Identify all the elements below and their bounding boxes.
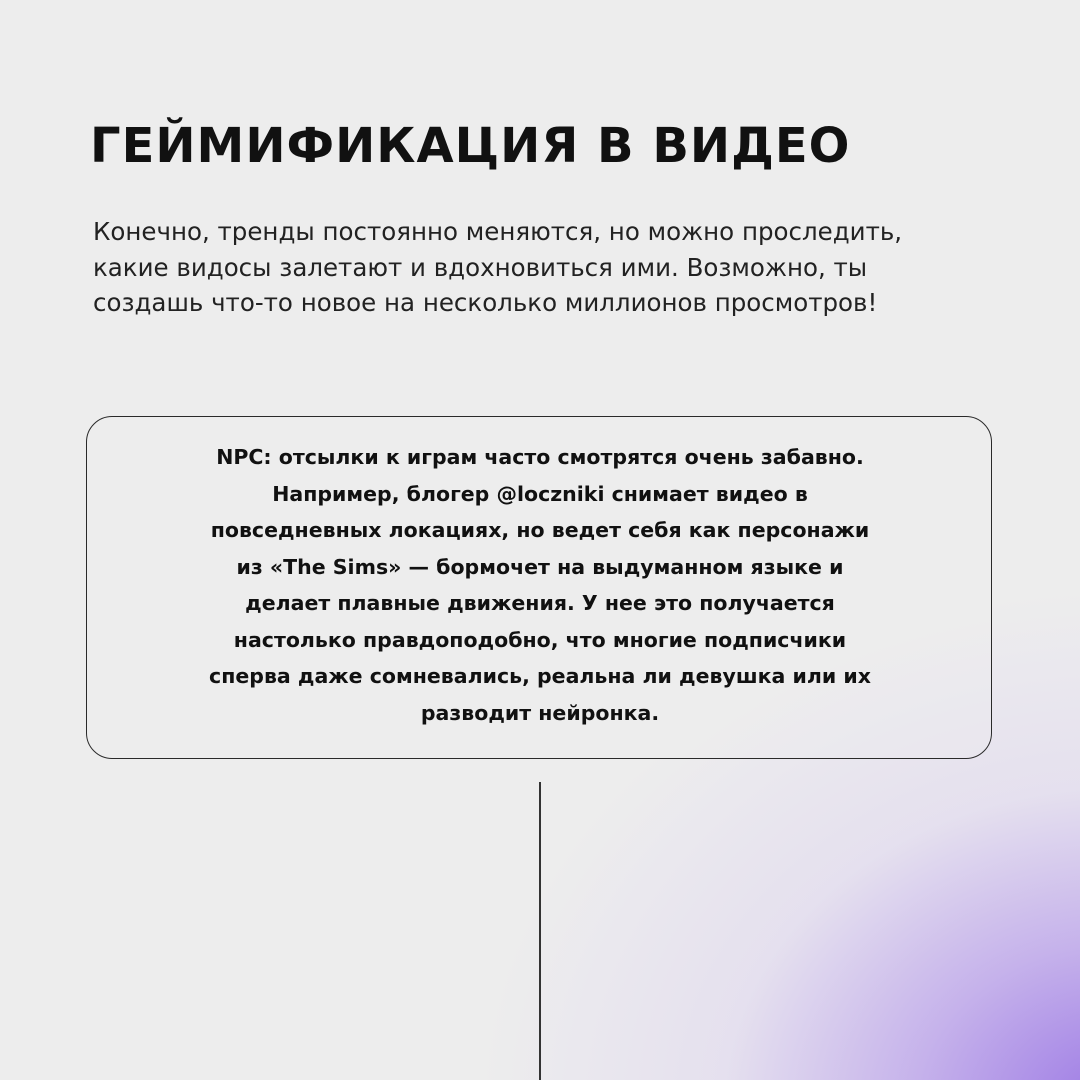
card-line: NPC: отсылки к играм часто смотрятся очень забавно. <box>216 445 864 469</box>
card-line: Например, блогер @loczniki снимает видео в <box>272 481 808 506</box>
card-line: сперва даже сомневались, реальна ли девушка или их <box>209 664 871 688</box>
intro-line: какие видосы залетают и вдохновиться ими. Возможно, ты <box>93 252 868 282</box>
info-card-text <box>87 439 993 731</box>
intro-line: Конечно, тренды постоянно меняются, но можно проследить, <box>93 217 903 246</box>
intro-paragraph <box>93 214 993 321</box>
page-title: ГЕЙМИФИКАЦИЯ В ВИДЕО <box>90 118 851 174</box>
intro-line: создашь что-то новое на несколько миллионов просмотров! <box>93 288 878 317</box>
card-line: настолько правдоподобно, что многие подписчики <box>233 627 847 652</box>
card-line: делает плавные движения. У нее это получается <box>245 591 835 615</box>
card-line: повседневных локациях, но ведет себя как персонажи <box>210 518 870 542</box>
card-line: разводит нейронка. <box>420 700 660 725</box>
vertical-divider <box>539 782 541 1080</box>
card-line: из «The Sims» — бормочет на выдуманном языке и <box>236 554 844 579</box>
info-card <box>86 416 992 759</box>
